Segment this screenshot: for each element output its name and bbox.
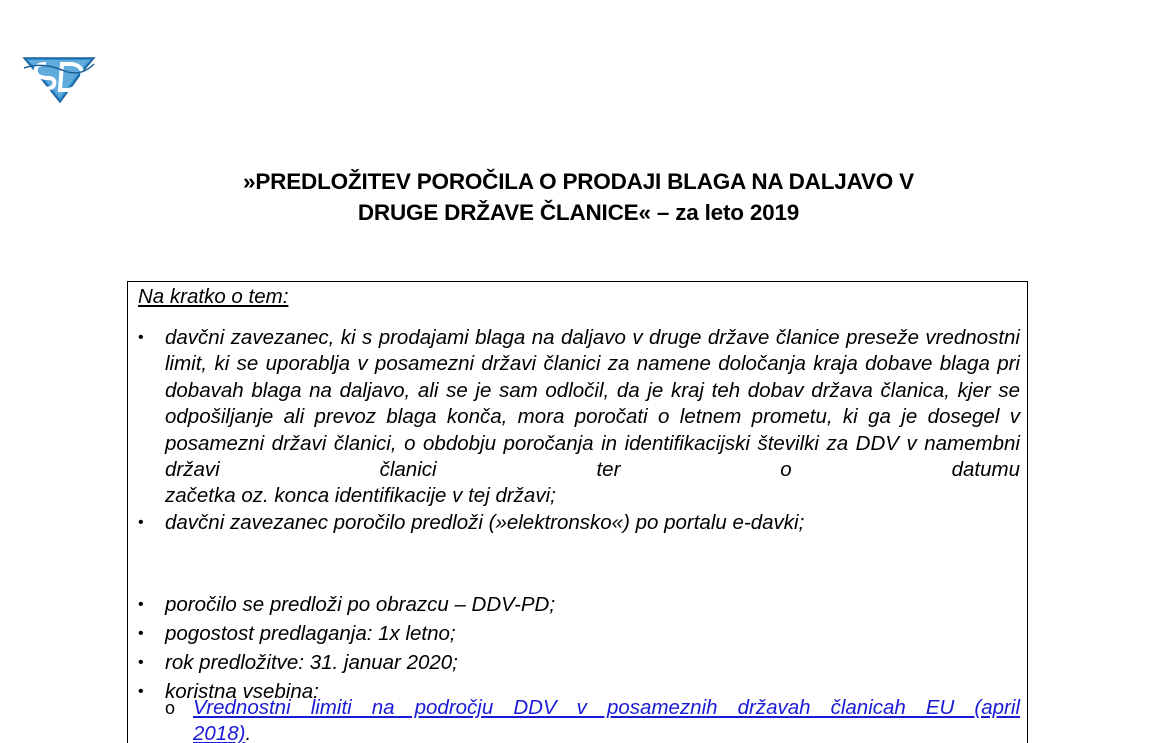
list-item: [138, 650, 1020, 676]
list-item-text: koristna vsebina:: [165, 680, 319, 703]
list-item-text-end: začetka oz. konca identifikacije v tej državi;: [165, 484, 556, 508]
details-list: [138, 592, 1020, 708]
bullet-icon: •: [138, 625, 144, 642]
document-title: [0, 166, 1157, 228]
bullet-icon: •: [138, 654, 144, 671]
link-suffix: .: [245, 722, 252, 743]
bullet-icon: •: [138, 329, 144, 346]
list-item: [138, 621, 1020, 647]
list-item-text: davčni zavezanec, ki s prodajami blaga na daljavo v druge države članice preseže vrednostni limit, ki se uporablja v posamezni državi članici za namene določanja kraja dobave blaga pri dobavah blaga na daljavo, ali se je sam odločil, da je kraj teh dobav država članica, kjer se odpošiljanje ali prevoz blaga konča, mora poročati o letnem prometu, ki ga je dosegel v posamezni državi članici, o obdobju poročanja in identifikacijski številki za DDV v namembni državi članici ter o datumu: [165, 326, 1020, 482]
bullet-icon: •: [138, 596, 144, 613]
useful-content-sublist: [165, 695, 1020, 743]
title-line-1: »PREDLOŽITEV POROČILA O PRODAJI BLAGA NA DALJAVO V: [243, 169, 914, 194]
list-item: [138, 510, 1020, 536]
vat-limits-link-end[interactable]: 2018): [193, 722, 246, 743]
title-line-2: DRUGE DRŽAVE ČLANICE« – za leto 2019: [357, 200, 800, 225]
list-item-text: pogostost predlaganja: 1x letno;: [165, 622, 456, 645]
sublist-item: [165, 695, 1020, 743]
list-item-text: davčni zavezanec poročilo predloži (»elektronsko«) po portalu e-davki;: [165, 510, 805, 534]
list-item: [138, 325, 1020, 510]
list-item: [138, 592, 1020, 618]
summary-list: [138, 325, 1020, 536]
sd-shield-logo-icon: [22, 50, 96, 104]
list-item-text: poročilo se predloži po obrazcu – DDV-PD;: [165, 593, 556, 616]
summary-heading: Na kratko o tem:: [138, 285, 289, 308]
vat-limits-link[interactable]: Vrednostni limiti na področju DDV v posameznih državah članicah EU (april: [193, 696, 1020, 719]
circle-bullet-icon: o: [165, 698, 176, 718]
list-item-text: rok predložitve: 31. januar 2020;: [165, 651, 458, 674]
bullet-icon: •: [138, 513, 144, 531]
summary-box: [127, 281, 1028, 743]
bullet-icon: •: [138, 683, 144, 700]
